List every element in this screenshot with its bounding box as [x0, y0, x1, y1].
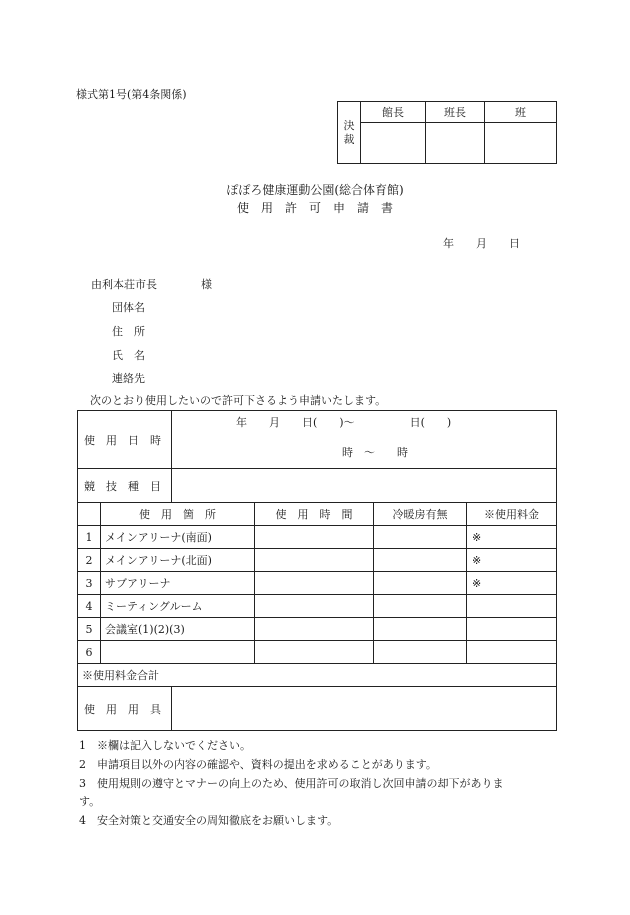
- approval-header-chief: 班長: [426, 102, 485, 123]
- row-fee: ※: [467, 526, 557, 549]
- row-place: メインアリーナ(北面): [101, 549, 255, 572]
- note-1: 1 ※欄は記入しないでください。: [79, 739, 251, 752]
- row-number: 4: [78, 595, 101, 618]
- row-aircon-input[interactable]: [374, 641, 467, 664]
- approval-side-label: 決 裁: [338, 102, 361, 164]
- form-number: 様式第1号(第4条関係): [76, 88, 187, 101]
- row-place: ミーティングルーム: [101, 595, 255, 618]
- row-aircon-input[interactable]: [374, 572, 467, 595]
- header-aircon: 冷暖房有無: [374, 503, 467, 526]
- table-row: [78, 526, 557, 549]
- field-name[interactable]: 氏 名: [112, 349, 145, 362]
- approval-header-director: 館長: [361, 102, 426, 123]
- usage-datetime-label: 使 用 日 時: [78, 411, 172, 469]
- row-place: 会議室(1)(2)(3): [101, 618, 255, 641]
- note-4: 4 安全対策と交通安全の周知徹底をお願いします。: [79, 814, 339, 827]
- approval-box: [337, 101, 557, 164]
- sport-input[interactable]: [172, 469, 557, 503]
- row-aircon-input[interactable]: [374, 618, 467, 641]
- note-3: 3 使用規則の遵守とマナーの向上のため、使用許可の取消し次回申請の却下がありま: [79, 777, 504, 790]
- table-row: [78, 572, 557, 595]
- row-fee: ※: [467, 572, 557, 595]
- row-place: サブアリーナ: [101, 572, 255, 595]
- approval-stamp-director[interactable]: [361, 123, 426, 164]
- table-row: [78, 618, 557, 641]
- header-time: 使 用 時 間: [255, 503, 374, 526]
- row-time-input[interactable]: [255, 618, 374, 641]
- field-contact[interactable]: 連絡先: [112, 372, 145, 385]
- approval-stamp-chief[interactable]: [426, 123, 485, 164]
- field-group-name[interactable]: 団体名: [112, 301, 145, 314]
- usage-time-range: 時 〜 時: [342, 445, 408, 459]
- row-time-input[interactable]: [255, 572, 374, 595]
- approval-header-staff: 班: [485, 102, 557, 123]
- title-application: 使 用 許 可 申 請 書: [236, 201, 393, 215]
- addressee: 由利本荘市長 様: [91, 278, 212, 291]
- row-fee: [467, 641, 557, 664]
- header-blank: [78, 503, 101, 526]
- row-number: 6: [78, 641, 101, 664]
- row-number: 5: [78, 618, 101, 641]
- sport-label: 競 技 種 目: [78, 469, 172, 503]
- header-fee: ※使用料金: [467, 503, 557, 526]
- usage-datetime-input[interactable]: [172, 411, 557, 469]
- row-aircon-input[interactable]: [374, 526, 467, 549]
- fee-total-label: ※使用料金合計: [78, 664, 557, 687]
- table-row: [78, 595, 557, 618]
- field-address[interactable]: 住 所: [112, 325, 145, 338]
- row-time-input[interactable]: [255, 595, 374, 618]
- date-line[interactable]: 年 月 日: [443, 237, 520, 250]
- row-time-input[interactable]: [255, 641, 374, 664]
- row-number: 2: [78, 549, 101, 572]
- table-row: [78, 641, 557, 664]
- equipment-label: 使 用 用 具: [78, 687, 172, 731]
- row-time-input[interactable]: [255, 526, 374, 549]
- note-3-cont: す。: [79, 795, 101, 808]
- row-time-input[interactable]: [255, 549, 374, 572]
- row-aircon-input[interactable]: [374, 549, 467, 572]
- note-2: 2 申請項目以外の内容の確認や、資料の提出を求めることがあります。: [79, 758, 437, 771]
- row-aircon-input[interactable]: [374, 595, 467, 618]
- equipment-input[interactable]: [172, 687, 557, 731]
- header-place: 使 用 箇 所: [101, 503, 255, 526]
- row-fee: ※: [467, 549, 557, 572]
- row-number: 1: [78, 526, 101, 549]
- row-number: 3: [78, 572, 101, 595]
- application-table: [77, 410, 557, 731]
- row-fee: [467, 618, 557, 641]
- usage-date-range: 年 月 日( )〜 日( ): [236, 415, 452, 429]
- row-place: メインアリーナ(南面): [101, 526, 255, 549]
- table-row: [78, 549, 557, 572]
- title-facility: ぽぽろ健康運動公園(総合体育館): [226, 183, 404, 197]
- intro-text: 次のとおり使用したいので許可下さるよう申請いたします。: [90, 394, 387, 407]
- row-place[interactable]: [101, 641, 255, 664]
- approval-stamp-staff[interactable]: [485, 123, 557, 164]
- row-fee: [467, 595, 557, 618]
